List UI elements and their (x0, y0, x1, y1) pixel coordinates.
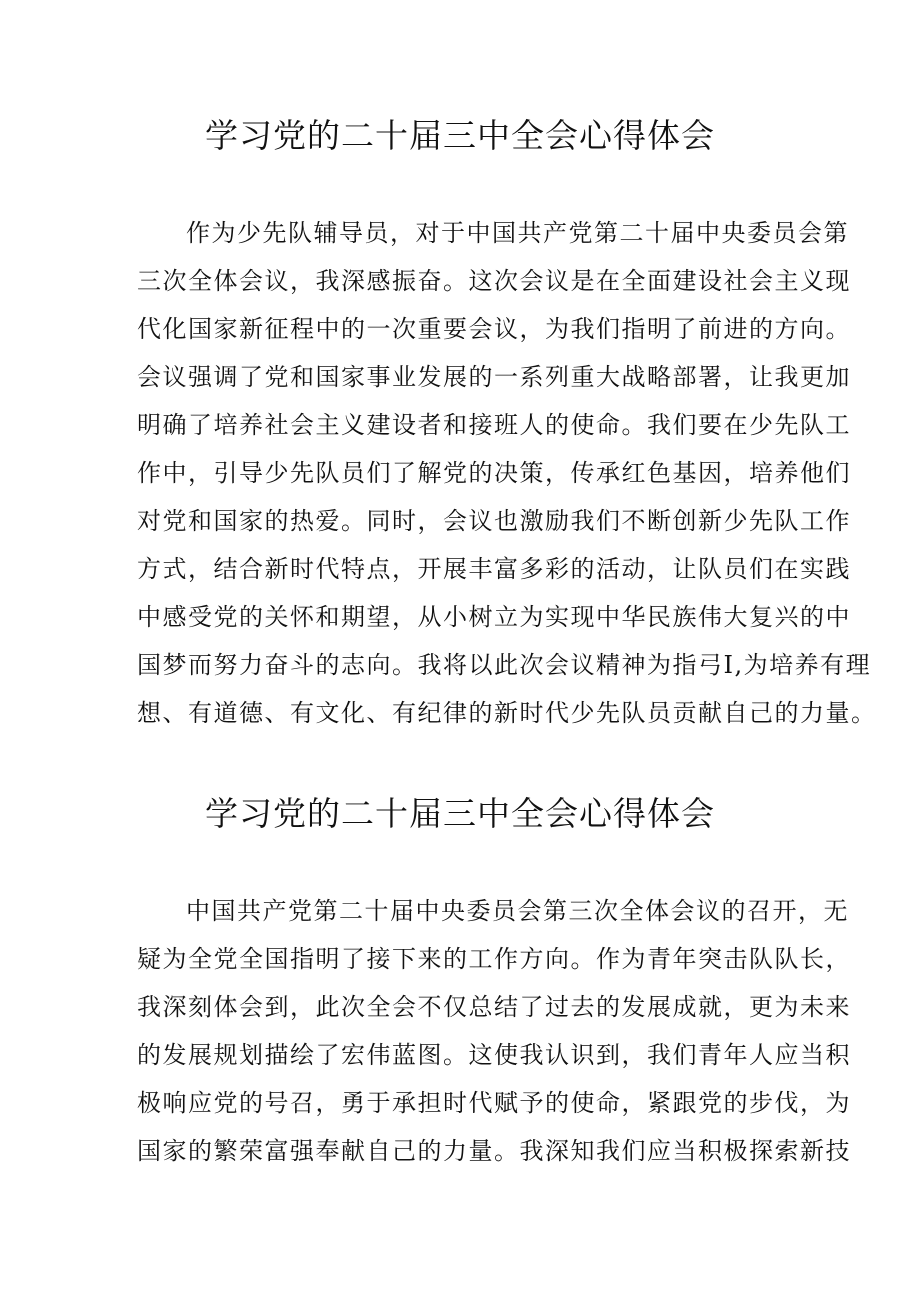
paragraph-line: 的发展规划描绘了宏伟蓝图。这使我认识到，我们青年人应当积 (137, 1041, 851, 1069)
paragraph-line: 中感受党的关怀和期望，从小树立为实现中华民族伟大复兴的中 (137, 603, 851, 631)
paragraph-line: 想、有道德、有文化、有纪律的新时代少先队员贡献自己的力量。 (137, 699, 877, 727)
paragraph-line: 极响应党的号召，勇于承担时代赋予的使命，紧跟党的步伐，为 (137, 1089, 851, 1117)
paragraph-line: 国家的繁荣富强奉献自己的力量。我深知我们应当积极探索新技 (137, 1137, 851, 1165)
paragraph-line: 作为少先队辅导员，对于中国共产党第二十届中央委员会第 (186, 219, 849, 247)
paragraph-line: 作中，引导少先队员们了解党的决策，传承红色基因，培养他们 (137, 459, 851, 487)
paragraph-line: 疑为全党全国指明了接下来的工作方向。作为青年突击队队长， (137, 945, 851, 973)
paragraph-line: 三次全体会议，我深感振奋。这次会议是在全面建设社会主义现 (137, 267, 851, 295)
paragraph-line: 中国共产党第二十届中央委员会第三次全体会议的召开，无 (186, 897, 849, 925)
paragraph-line: 我深刻体会到，此次全会不仅总结了过去的发展成就，更为未来 (137, 993, 851, 1021)
paragraph-line: 代化国家新征程中的一次重要会议，为我们指明了前进的方向。 (137, 315, 851, 343)
paragraph-line: 方式，结合新时代特点，开展丰富多彩的活动，让队员们在实践 (137, 555, 851, 583)
section-1-title: 学习党的二十届三中全会心得体会 (205, 116, 715, 155)
paragraph-line: 国梦而努力奋斗的志向。我将以此次会议精神为指弓I,为培养有理 (137, 651, 872, 679)
paragraph-line: 会议强调了党和国家事业发展的一系列重大战略部署，让我更加 (137, 363, 851, 391)
paragraph-line: 明确了培养社会主义建设者和接班人的使命。我们要在少先队工 (137, 411, 851, 439)
section-2-title: 学习党的二十届三中全会心得体会 (205, 794, 715, 833)
paragraph-line: 对党和国家的热爱。同时，会议也激励我们不断创新少先队工作 (137, 507, 851, 535)
